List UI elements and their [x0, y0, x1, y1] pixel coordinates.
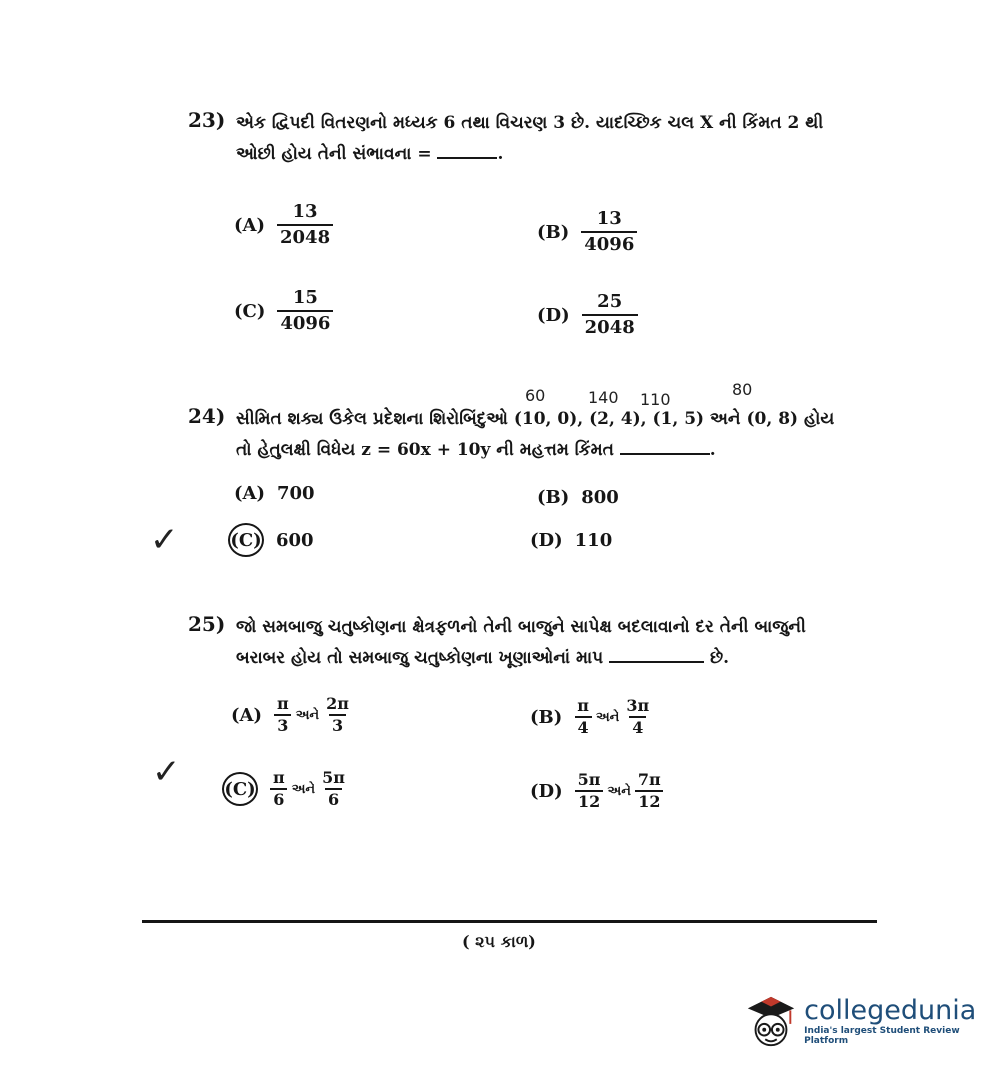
option-fraction: $\frac{13}{4096}$	[581, 207, 637, 257]
option-fraction: $\frac{13}{2048}$	[277, 200, 333, 250]
conjunction: અને	[291, 781, 316, 797]
option-value: 700	[277, 483, 315, 504]
option-label: (B)	[537, 221, 570, 243]
q24-option-d	[530, 530, 612, 551]
option-fraction: $\frac{3\pi}{4}$	[626, 696, 650, 737]
option-label-circled: (C)	[228, 523, 264, 557]
option-label: (A)	[234, 214, 265, 236]
q25-option-d	[530, 770, 664, 812]
question-text: જો સમબાજુ ચતુષ્કોણના ક્ષેત્રફળનો તેની બાજુને સાપેક્ષ બદલાવાનો દર તેની બાજુની બરાબર હોય તો સમબાજુ ચતુષ્કોણના ખૂણાઓનાં માપ છે.	[236, 617, 806, 668]
answer-blank	[437, 141, 497, 159]
option-value: 110	[574, 530, 613, 551]
logo-text	[804, 996, 1000, 1046]
answer-blank	[609, 645, 704, 663]
q24-option-a	[234, 483, 315, 504]
mascot-icon	[742, 990, 796, 1052]
option-fraction: $\frac{25}{2048}$	[582, 290, 638, 340]
q24-option-b	[537, 487, 619, 508]
q25-option-a	[231, 694, 352, 736]
answer-blank	[620, 437, 710, 455]
logo-tagline: India's largest Student Review Platform	[804, 1026, 960, 1046]
q25-option-b	[530, 696, 652, 738]
option-fraction: $\frac{\pi}{3}$	[274, 694, 292, 736]
footer-rule	[142, 920, 877, 923]
option-fraction: $\frac{7\pi}{12}$	[635, 770, 664, 812]
option-label-circled: (C)	[222, 772, 258, 806]
option-label: (C)	[234, 300, 266, 322]
option-label: (A)	[231, 704, 262, 726]
logo-name: collegedunia	[804, 995, 977, 1026]
conjunction: અને	[607, 783, 631, 799]
conjunction: અને	[295, 707, 320, 723]
tick-mark: ✓	[152, 752, 181, 792]
option-label: (D)	[530, 530, 563, 551]
q24-option-c	[228, 523, 314, 557]
handwritten-note: 80	[732, 380, 753, 399]
option-label: (D)	[530, 780, 563, 802]
option-label: (B)	[530, 706, 563, 728]
q23-option-b	[537, 207, 637, 257]
question-text: એક દ્વિપદી વિતરણનો મધ્યક 6 તથા વિચરણ 3 છે. યાદચ્છિક ચલ X ની કિંમત 2 થી ઓછી હોય તેની સંભાવના = .	[236, 113, 824, 164]
option-fraction: $\frac{5\pi}{6}$	[322, 768, 345, 809]
page-footer: ( ૨૫ કાળ)	[462, 932, 536, 951]
tick-mark: ✓	[150, 520, 179, 560]
option-fraction: $\frac{\pi}{6}$	[270, 768, 288, 810]
option-label: (D)	[537, 304, 570, 326]
question-25	[188, 612, 848, 682]
handwritten-note: 110	[640, 390, 671, 409]
q23-option-d	[537, 290, 638, 340]
option-fraction: $\frac{2\pi}{3}$	[326, 694, 349, 735]
q25-option-c	[222, 768, 348, 810]
question-24	[188, 404, 848, 474]
handwritten-note: 60	[525, 386, 546, 405]
collegedunia-logo	[742, 990, 1000, 1052]
option-value: 600	[276, 529, 314, 551]
question-number: 23)	[188, 108, 226, 132]
q23-option-c	[234, 286, 333, 336]
question-number: 25)	[188, 612, 226, 636]
option-fraction: $\frac{5\pi}{12}$	[575, 770, 604, 812]
question-text: સીમિત શક્ય ઉકેલ પ્રદેશના શિરોબિંદુઓ (10, 0), (2, 4), (1, 5) અને (0, 8) હોય તો હેતુલક્ષી વિધેય z = 60x + 10y ની મહત્તમ કિંમત .	[236, 409, 835, 460]
option-value: 800	[581, 487, 619, 508]
option-fraction: $\frac{\pi}{4}$	[574, 696, 592, 738]
question-number: 24)	[188, 404, 226, 428]
q23-option-a	[234, 200, 333, 250]
option-label: (B)	[537, 487, 570, 508]
option-label: (A)	[234, 483, 265, 504]
option-fraction: $\frac{15}{4096}$	[277, 286, 333, 336]
handwritten-note: 140	[588, 388, 619, 407]
conjunction: અને	[595, 709, 620, 725]
